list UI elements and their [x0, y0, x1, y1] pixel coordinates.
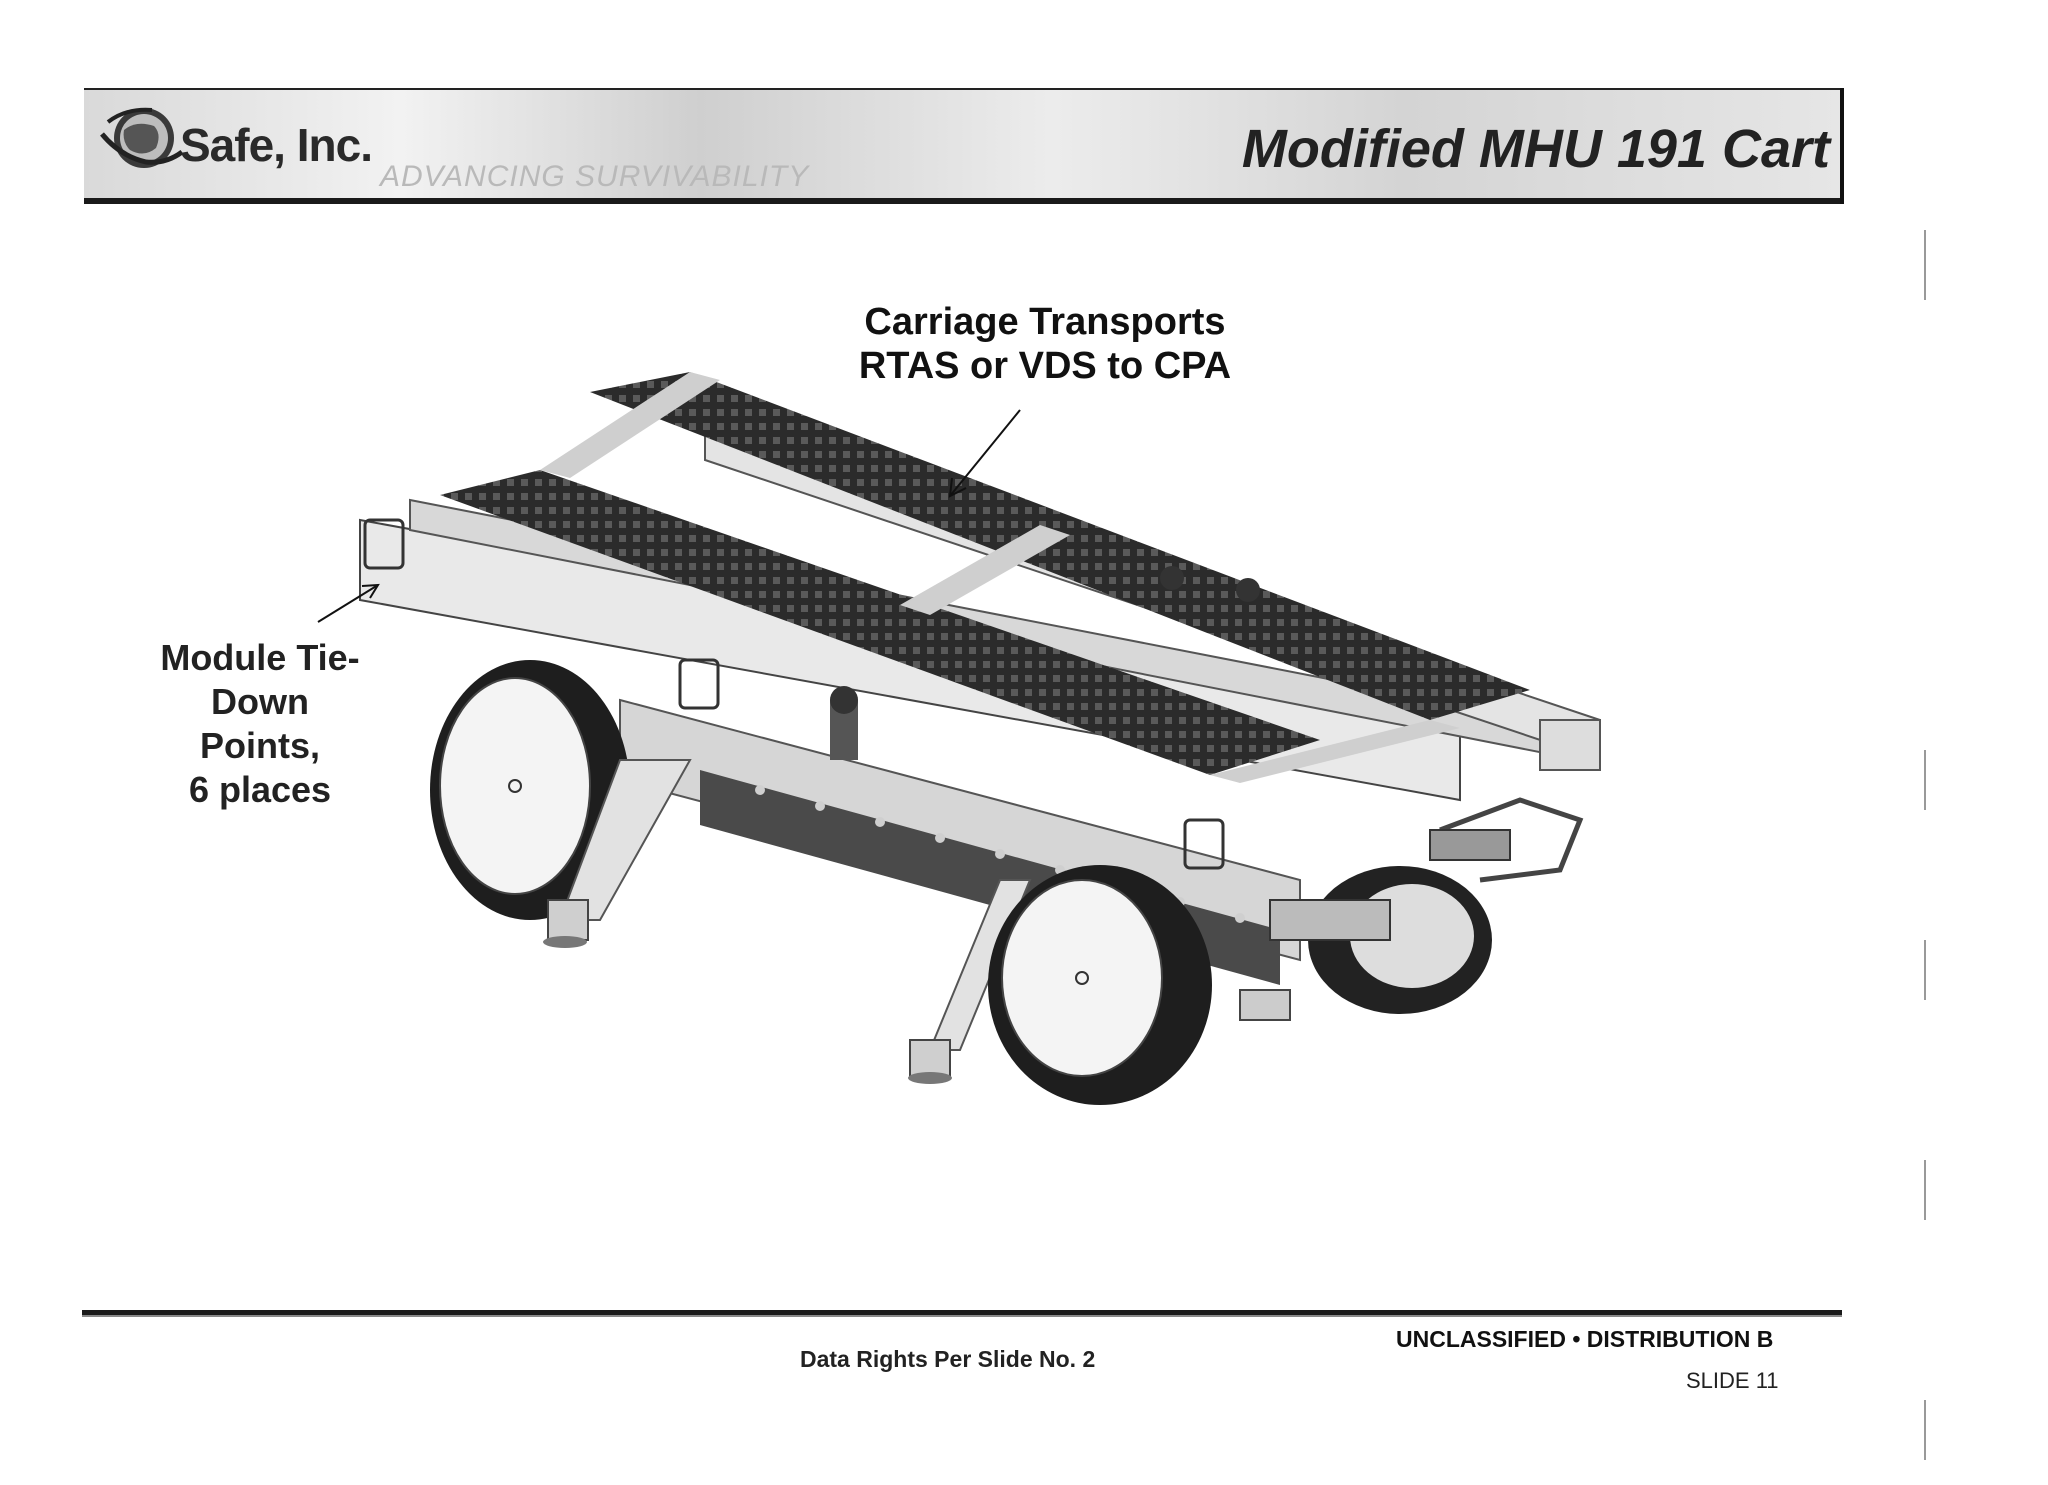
classification-label: UNCLASSIFIED • DISTRIBUTION B [1396, 1326, 1774, 1352]
callout-top-line: Carriage Transports [864, 301, 1226, 343]
company-name: Safe, Inc. [180, 119, 372, 171]
callout-left-line: Module Tie- [160, 637, 360, 678]
scan-edge-mark [1924, 230, 1926, 300]
footer-rule-shadow [82, 1315, 1842, 1317]
company-tagline: ADVANCING SURVIVABILITY [380, 160, 810, 193]
callout-top-line: RTAS or VDS to CPA [858, 345, 1232, 387]
callout-module-tie-down [130, 636, 390, 812]
callout-carriage-transports [840, 300, 1250, 388]
data-rights-note: Data Rights Per Slide No. 2 [800, 1346, 1096, 1372]
scan-edge-mark [1924, 940, 1926, 1000]
scan-edge-mark [1924, 1160, 1926, 1220]
callout-left-line: 6 places [188, 769, 332, 810]
callout-left-line: Down [211, 681, 309, 722]
scan-edge-mark [1924, 1400, 1926, 1460]
page-title: Modified MHU 191 Cart [1241, 119, 1830, 179]
callout-left-line: Points, [199, 725, 320, 766]
scan-edge-mark [1924, 750, 1926, 810]
slide-number: SLIDE 11 [1686, 1368, 1779, 1393]
